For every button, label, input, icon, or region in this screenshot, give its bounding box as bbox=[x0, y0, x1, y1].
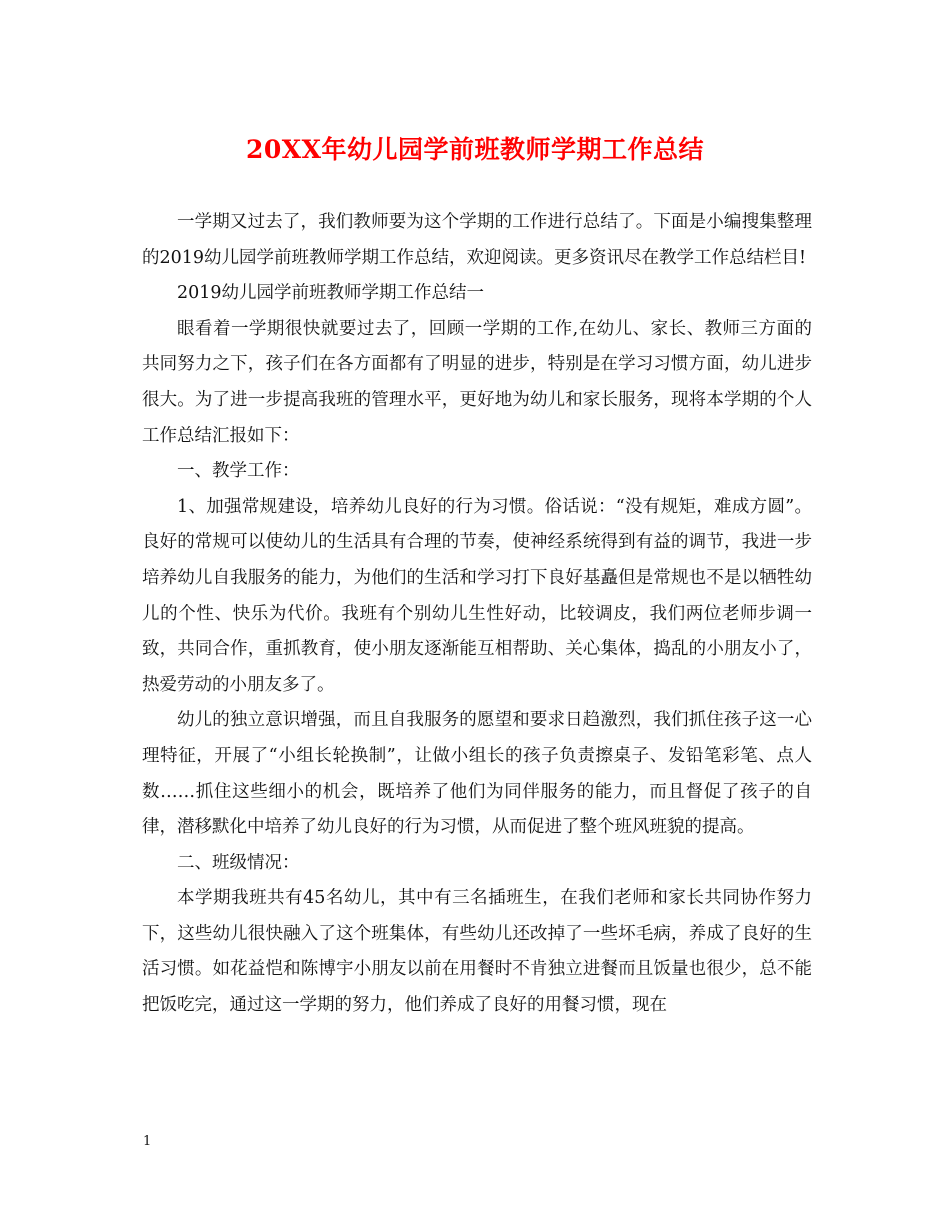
paragraph-independence: 幼儿的独立意识增强，而且自我服务的愿望和要求日趋激烈，我们抓住孩子这一心理特征，开展了“小组长轮换制”，让做小组长的孩子负责擦桌子、发铅笔彩笔、点人数……抓住这些细小的机会，既培养了他们为同伴服务的能力，而且督促了孩子的自律，潜移默化中培养了幼儿良好的行为习惯，从而促进了整个班风班貌的提高。 bbox=[142, 710, 812, 838]
paragraph-subtitle: 2019幼儿园学前班教师学期工作总结一 bbox=[177, 283, 485, 304]
document-title: 20XX年幼儿园学前班教师学期工作总结 bbox=[245, 135, 705, 164]
paragraph-intro: 一学期又过去了，我们教师要为这个学期的工作进行总结了。下面是小编搜集整理的2019幼儿园学前班教师学期工作总结，欢迎阅读。更多资讯尽在教学工作总结栏目! bbox=[142, 212, 812, 268]
document-body bbox=[142, 205, 812, 1024]
section-heading-teaching: 一、教学工作： bbox=[177, 461, 300, 482]
paragraph-class-situation: 本学期我班共有45名幼儿，其中有三名插班生，在我们老师和家长共同协作努力下，这些幼儿很快融入了这个班集体，有些幼儿还改掉了一些坏毛病，养成了良好的生活习惯。如花益恺和陈博宇小朋友以前在用餐时不肯独立进餐而且饭量也很少，总不能把饭吃完，通过这一学期的努力，他们养成了良好的用餐习惯，现在 bbox=[142, 888, 812, 1016]
paragraph-overview: 眼看着一学期很快就要过去了，回顾一学期的工作,在幼儿、家长、教师三方面的共同努力之下，孩子们在各方面都有了明显的进步，特别是在学习习惯方面，幼儿进步很大。为了进一步提高我班的管理水平，更好地为幼儿和家长服务，现将本学期的个人工作总结汇报如下： bbox=[142, 318, 812, 446]
paragraph-routine: 1、加强常规建设，培养幼儿良好的行为习惯。俗话说：“没有规矩，难成方圆”。良好的常规可以使幼儿的生活具有合理的节奏，使神经系统得到有益的调节，我进一步培养幼儿自我服务的能力，为他们的生活和学习打下良好基矗但是常规也不是以牺牲幼儿的个性、快乐为代价。我班有个别幼儿生性好动，比较调皮，我们两位老师步调一致，共同合作，重抓教育，使小朋友逐渐能互相帮助、关心集体，捣乱的小朋友小了，热爱劳动的小朋友多了。 bbox=[142, 496, 812, 695]
section-heading-class: 二、班级情况： bbox=[177, 852, 300, 873]
page-number: 1 bbox=[143, 1134, 152, 1149]
